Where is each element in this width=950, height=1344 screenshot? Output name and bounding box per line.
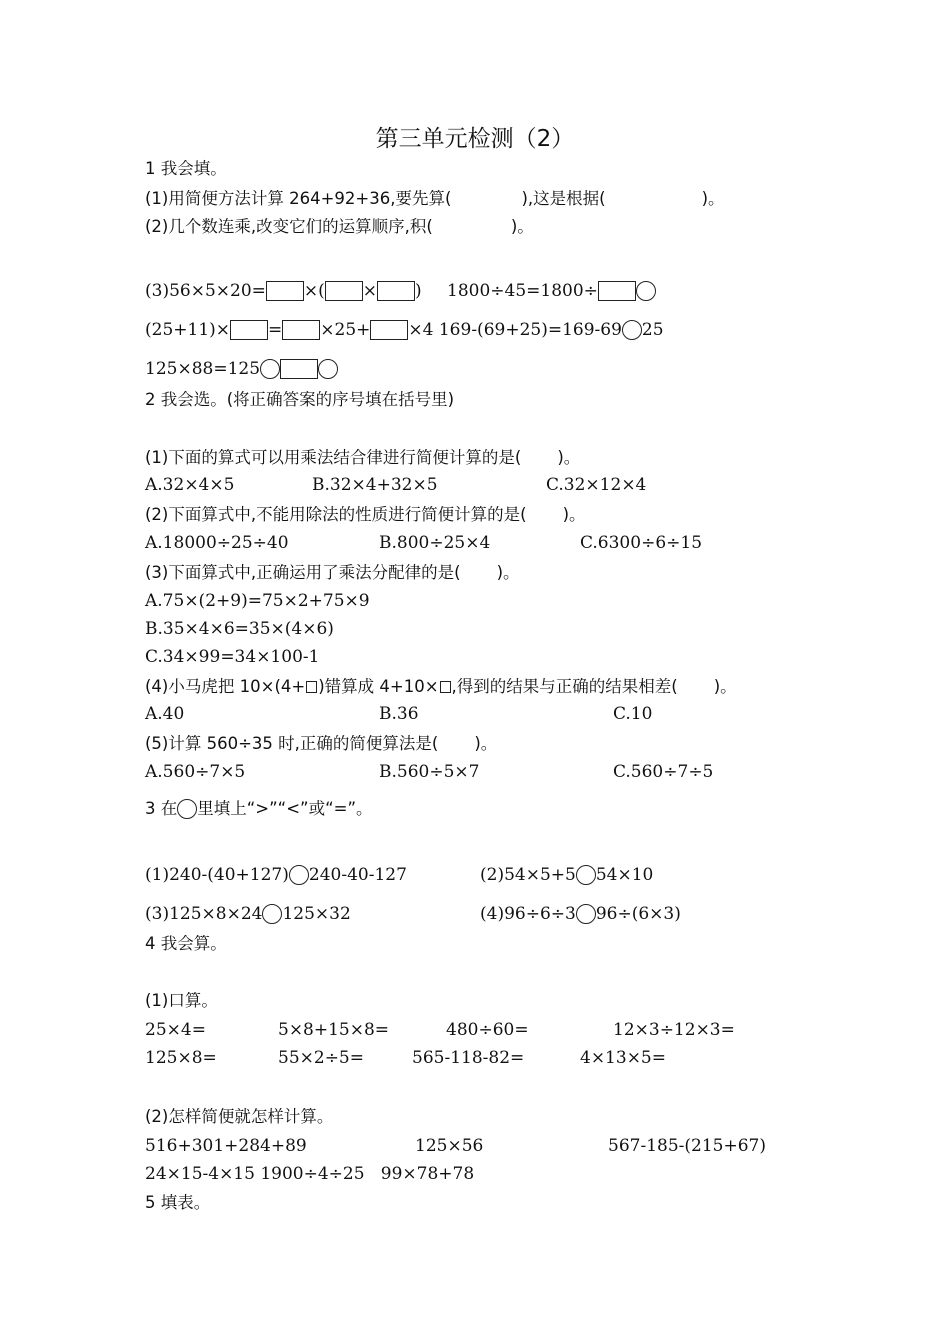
s4-simple-heading: (2)怎样简便就怎样计算。 bbox=[145, 1107, 334, 1126]
s2-q4-stem-c: ,得到的结果与正确的结果相差( bbox=[451, 676, 678, 696]
s3-item-1 bbox=[145, 863, 407, 886]
answer-box[interactable] bbox=[598, 281, 636, 301]
s3-item-right: 125×32 bbox=[282, 903, 351, 924]
s4-oral-heading: (1)口算。 bbox=[145, 991, 218, 1010]
s1-q3-line1 bbox=[145, 279, 422, 302]
section1-heading: 1 我会填。 bbox=[145, 159, 227, 178]
s2-q4-stem bbox=[145, 675, 737, 698]
s2-q1-stem-a: (1)下面的算式可以用乘法结合律进行简便计算的是( bbox=[145, 447, 522, 467]
s2-q4-option-a[interactable]: A.40 bbox=[145, 704, 185, 724]
answer-box[interactable] bbox=[266, 281, 304, 301]
s2-q3-stem-b: )。 bbox=[496, 562, 520, 582]
section4-heading: 4 我会算。 bbox=[145, 934, 227, 953]
s4-oral-item: 12×3÷12×3= bbox=[613, 1020, 735, 1040]
s4-simple-item: 125×56 bbox=[415, 1136, 484, 1156]
s2-q5-option-c[interactable]: C.560÷7÷5 bbox=[613, 762, 714, 782]
s3-item-left: (4)96÷6÷3 bbox=[480, 903, 576, 924]
s2-q3-stem-a: (3)下面算式中,正确运用了乘法分配律的是( bbox=[145, 562, 461, 582]
s3-item-left: (3)125×8×24 bbox=[145, 903, 263, 924]
s4-simple-item: 567-185-(215+67) bbox=[608, 1136, 766, 1156]
s2-q1-option-b[interactable]: B.32×4+32×5 bbox=[312, 475, 438, 495]
s3-item-left: (2)54×5+5 bbox=[480, 864, 576, 885]
answer-box[interactable] bbox=[370, 320, 408, 340]
s2-q4-option-b[interactable]: B.36 bbox=[379, 704, 419, 724]
s2-q4-stem-d: )。 bbox=[713, 676, 737, 696]
s4-simple-row2: 24×15-4×15 1900÷4÷25 99×78+78 bbox=[145, 1164, 475, 1184]
compare-circle[interactable] bbox=[318, 359, 338, 379]
s4-oral-item: 4×13×5= bbox=[580, 1048, 666, 1068]
s1-q3-text-b: ×( bbox=[303, 280, 325, 301]
s1-q3-line3 bbox=[145, 357, 338, 380]
s1-q3-text-f: (25+11)× bbox=[145, 319, 231, 340]
s2-q2-option-a[interactable]: A.18000÷25÷40 bbox=[145, 533, 289, 553]
section3-heading bbox=[145, 797, 373, 820]
s1-q1 bbox=[145, 187, 725, 210]
s3-item-3 bbox=[145, 902, 351, 925]
section5-heading: 5 填表。 bbox=[145, 1193, 211, 1212]
s1-q2-text-b: )。 bbox=[510, 216, 534, 236]
s4-oral-item: 125×8= bbox=[145, 1048, 217, 1068]
s1-q3-line2 bbox=[145, 318, 664, 341]
s2-q2-stem-b: )。 bbox=[562, 504, 586, 524]
compare-circle[interactable] bbox=[262, 904, 282, 924]
answer-box[interactable] bbox=[230, 320, 268, 340]
s1-q2 bbox=[145, 215, 534, 238]
s3-heading-a: 3 在 bbox=[145, 798, 178, 818]
blank-square bbox=[306, 681, 317, 693]
s2-q1-option-c[interactable]: C.32×12×4 bbox=[546, 475, 647, 495]
s2-q2-stem bbox=[145, 503, 586, 526]
s2-q5-stem-b: )。 bbox=[474, 733, 498, 753]
section2-heading: 2 我会选。(将正确答案的序号填在括号里) bbox=[145, 390, 455, 409]
s1-q1-text-c: )。 bbox=[701, 188, 725, 208]
answer-box[interactable] bbox=[282, 320, 320, 340]
s2-q2-stem-a: (2)下面算式中,不能用除法的性质进行简便计算的是( bbox=[145, 504, 527, 524]
s1-q1-text-b: ),这是根据( bbox=[521, 188, 606, 208]
s3-item-4 bbox=[480, 902, 681, 925]
s2-q5-option-a[interactable]: A.560÷7×5 bbox=[145, 762, 246, 782]
s2-q1-stem-b: )。 bbox=[557, 447, 581, 467]
answer-box[interactable] bbox=[325, 281, 363, 301]
s2-q1-stem bbox=[145, 446, 580, 469]
s1-q1-text-a: (1)用简便方法计算 264+92+36,要先算( bbox=[145, 188, 452, 208]
s2-q3-option-c[interactable]: C.34×99=34×100-1 bbox=[145, 647, 320, 667]
s2-q2-option-b[interactable]: B.800÷25×4 bbox=[379, 533, 491, 553]
s3-item-left: (1)240-(40+127) bbox=[145, 864, 289, 885]
s1-q3-text-c: × bbox=[362, 280, 378, 301]
page-title: 第三单元检测（2） bbox=[375, 126, 575, 152]
blank-square bbox=[440, 681, 451, 693]
s3-item-right: 240-40-127 bbox=[308, 864, 407, 885]
s2-q5-stem bbox=[145, 732, 497, 755]
s1-q3-text-d: ) bbox=[415, 280, 422, 301]
s4-oral-item: 55×2÷5= bbox=[278, 1048, 364, 1068]
s1-q3-text-h: ×25+ bbox=[320, 319, 371, 340]
compare-circle[interactable] bbox=[622, 320, 642, 340]
s4-oral-item: 480÷60= bbox=[446, 1020, 529, 1040]
s2-q3-stem bbox=[145, 561, 520, 584]
s1-q2-text-a: (2)几个数连乘,改变它们的运算顺序,积( bbox=[145, 216, 433, 236]
s1-q3-text-j: 25 bbox=[641, 319, 664, 340]
s1-q3-text-e: 1800÷45=1800÷ bbox=[447, 280, 598, 301]
s1-q3-text-g: = bbox=[268, 319, 283, 340]
s1-q3-text-k: 125×88=125 bbox=[145, 358, 261, 379]
s2-q4-option-c[interactable]: C.10 bbox=[613, 704, 653, 724]
s2-q4-stem-b: )错算成 4+10× bbox=[318, 676, 439, 696]
compare-circle[interactable] bbox=[576, 904, 596, 924]
answer-box[interactable] bbox=[377, 281, 415, 301]
compare-circle[interactable] bbox=[636, 281, 656, 301]
s2-q5-stem-a: (5)计算 560÷35 时,正确的简便算法是( bbox=[145, 733, 439, 753]
s2-q2-option-c[interactable]: C.6300÷6÷15 bbox=[580, 533, 703, 553]
s4-oral-item: 25×4= bbox=[145, 1020, 206, 1040]
s1-q3-text-i: ×4 169-(69+25)=169-69 bbox=[408, 319, 622, 340]
s3-item-right: 54×10 bbox=[595, 864, 654, 885]
s2-q3-option-a[interactable]: A.75×(2+9)=75×2+75×9 bbox=[145, 591, 370, 611]
s3-heading-b: 里填上“>”“<”或“=”。 bbox=[197, 798, 373, 818]
s2-q5-option-b[interactable]: B.560÷5×7 bbox=[379, 762, 480, 782]
s2-q1-option-a[interactable]: A.32×4×5 bbox=[145, 475, 235, 495]
s4-oral-item: 565-118-82= bbox=[412, 1048, 525, 1068]
s1-q3-text-a: (3)56×5×20= bbox=[145, 280, 266, 301]
s2-q3-option-b[interactable]: B.35×4×6=35×(4×6) bbox=[145, 619, 334, 639]
s4-oral-item: 5×8+15×8= bbox=[278, 1020, 390, 1040]
s2-q4-stem-a: (4)小马虎把 10×(4+ bbox=[145, 676, 306, 696]
s4-simple-item: 516+301+284+89 bbox=[145, 1136, 307, 1156]
s3-item-right: 96÷(6×3) bbox=[595, 903, 681, 924]
compare-circle[interactable] bbox=[576, 865, 596, 885]
compare-circle[interactable] bbox=[260, 359, 280, 379]
circle-symbol bbox=[177, 799, 197, 819]
s3-item-2 bbox=[480, 863, 653, 886]
s1-q3-division bbox=[447, 279, 656, 302]
answer-box[interactable] bbox=[280, 359, 318, 379]
compare-circle[interactable] bbox=[289, 865, 309, 885]
